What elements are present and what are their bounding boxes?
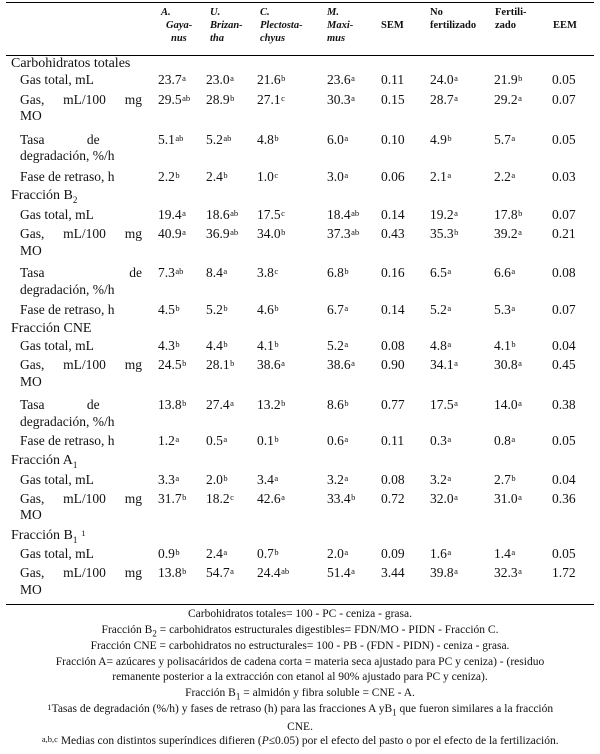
cell-sem: 0.11 [381,72,405,87]
cell-a-gayanus: 0.9$^b$ [158,546,180,561]
cell-u-brizantha: 18.2$^c$ [206,491,234,506]
footnote-fraccion-b2: Fracción $B_2$ = carbohidratos estructurales digestibles= FDN/MO - PIDN - Fracción C. [101,624,499,639]
label-gas-mo-unit: MO [20,582,42,597]
cell-no-fertilizado: 0.3$^a$ [430,433,452,448]
cell-no-fertilizado: 19.2$^a$ [430,207,458,222]
cell-a-gayanus: 24.5$^b$ [158,357,187,372]
cell-c-plectostachyus: 13.2$^b$ [257,397,286,412]
cell-eem: 1.72 [552,565,576,580]
cell-m-maximus: 3.0$^a$ [327,169,349,184]
label-gas-mo-unit: MO [20,108,42,123]
cell-m-maximus: 6.8$^b$ [327,265,349,280]
section-fraccion-cne: Fracción CNE [11,321,92,336]
cell-a-gayanus: 40.9$^a$ [158,226,186,241]
cell-c-plectostachyus: 3.4$^a$ [257,472,279,487]
cell-u-brizantha: 8.4$^a$ [206,265,228,280]
label-tasa: Tasa de [20,132,100,147]
cell-a-gayanus: 1.2$^a$ [158,433,180,448]
label-gas-total: Gas total, mL [20,72,94,87]
cell-c-plectostachyus: 24.4$^{ab}$ [257,565,290,580]
cell-m-maximus: 6.0$^a$ [327,132,349,147]
footnote-fraccion-b1: Fracción $B_1$ = almidón y fibra soluble = CNE - A. [185,687,415,702]
cell-u-brizantha: 0.5$^a$ [206,433,228,448]
header-no-fertilizado: No fertilizado [430,7,477,31]
cell-no-fertilizado: 34.1$^a$ [430,357,458,372]
cell-eem: 0.07 [552,207,576,222]
cell-fertilizado: 0.8$^a$ [494,433,516,448]
cell-sem: 0.77 [381,397,405,412]
cell-c-plectostachyus: 38.6$^a$ [257,357,285,372]
footnote-tasas: $^1$Tasas de degradación (%/h) y fases de retraso (h) para las fracciones A $yB_1$ que fueron similares a la fracción CNE. [47,702,554,734]
label-gas-mo-unit: MO [20,507,42,522]
cell-no-fertilizado: 4.9$^b$ [430,132,452,147]
cell-fertilizado: 32.3$^a$ [494,565,522,580]
cell-a-gayanus: 2.2$^b$ [158,169,180,184]
cell-sem: 0.15 [381,92,405,107]
cell-a-gayanus: 13.8$^b$ [158,565,187,580]
cell-m-maximus: 33.4$^b$ [327,491,356,506]
cell-a-gayanus: 4.3$^b$ [158,338,180,353]
cell-a-gayanus: 4.5$^b$ [158,302,180,317]
cell-sem: 0.14 [381,207,405,222]
cell-m-maximus: 23.6$^a$ [327,72,355,87]
cell-a-gayanus: 23.7$^a$ [158,72,186,87]
cell-m-maximus: 3.2$^a$ [327,472,349,487]
cell-u-brizantha: 2.4$^b$ [206,169,228,184]
cell-sem: 0.10 [381,132,405,147]
cell-fertilizado: 5.3$^a$ [494,302,516,317]
header-a-gayanus: A. Gaya- nus [161,7,193,44]
cell-no-fertilizado: 24.0$^a$ [430,72,458,87]
label-tasa-unit: degradación, %/h [20,414,115,429]
cell-c-plectostachyus: 17.5$^c$ [257,207,285,222]
cell-u-brizantha: 5.2$^{ab}$ [206,132,232,147]
cell-fertilizado: 39.2$^a$ [494,226,522,241]
label-gas-mo: Gas, mL/100 mg [20,565,142,580]
label-gas-mo: Gas, mL/100 mg [20,92,142,107]
section-fraccion-b2: Fracción $B_2$ [11,188,78,205]
cell-u-brizantha: 54.7$^a$ [206,565,234,580]
header-eem: EEM [553,20,577,31]
cell-eem: 0.04 [552,338,576,353]
cell-no-fertilizado: 35.3$^b$ [430,226,459,241]
section-fraccion-a1: Fracción $A_1$ [11,453,78,470]
cell-u-brizantha: 27.4$^a$ [206,397,234,412]
cell-fertilizado: 2.7$^b$ [494,472,516,487]
header-fertilizado: Fertili- zado [495,7,527,31]
cell-fertilizado: 29.2$^a$ [494,92,522,107]
cell-c-plectostachyus: 4.8$^b$ [257,132,279,147]
cell-fertilizado: 17.8$^b$ [494,207,523,222]
cell-fertilizado: 4.1$^b$ [494,338,516,353]
cell-c-plectostachyus: 21.6$^b$ [257,72,286,87]
label-gas-mo-unit: MO [20,374,42,389]
cell-fertilizado: 1.4$^a$ [494,546,516,561]
cell-no-fertilizado: 6.5$^a$ [430,265,452,280]
cell-no-fertilizado: 17.5$^a$ [430,397,458,412]
cell-c-plectostachyus: 27.1$^c$ [257,92,285,107]
cell-c-plectostachyus: 4.1$^b$ [257,338,279,353]
cell-no-fertilizado: 5.2$^a$ [430,302,452,317]
cell-no-fertilizado: 1.6$^a$ [430,546,452,561]
cell-no-fertilizado: 32.0$^a$ [430,491,458,506]
header-c-plectostachyus: C. Plectosta- chyus [260,7,303,44]
label-gas-mo: Gas, mL/100 mg [20,226,142,241]
cell-a-gayanus: 5.1$^{ab}$ [158,132,184,147]
cell-u-brizantha: 36.9$^{ab}$ [206,226,239,241]
cell-sem: 0.11 [381,433,405,448]
cell-a-gayanus: 13.8$^b$ [158,397,187,412]
label-tasa: Tasa de [20,265,142,280]
footnote-superindices: $^{a,b,c}$ Medias con distintos superíndices difieren (P≤0.05) por el efecto del pasto o por el efecto de la fertilización. [41,734,559,747]
cell-m-maximus: 6.7$^a$ [327,302,349,317]
cell-eem: 0.08 [552,265,576,280]
cell-no-fertilizado: 2.1$^a$ [430,169,452,184]
cell-fertilizado: 30.8$^a$ [494,357,522,372]
cell-fertilizado: 21.9$^b$ [494,72,523,87]
cell-no-fertilizado: 3.2$^a$ [430,472,452,487]
cell-eem: 0.03 [552,169,576,184]
cell-sem: 0.06 [381,169,405,184]
label-gas-mo: Gas, mL/100 mg [20,357,142,372]
cell-sem: 0.08 [381,338,405,353]
label-gas-total: Gas total, mL [20,546,94,561]
cell-eem: 0.05 [552,132,576,147]
cell-u-brizantha: 2.4$^a$ [206,546,228,561]
label-tasa-unit: degradación, %/h [20,148,115,163]
cell-c-plectostachyus: 42.6$^a$ [257,491,285,506]
cell-u-brizantha: 4.4$^b$ [206,338,228,353]
cell-no-fertilizado: 4.8$^a$ [430,338,452,353]
cell-c-plectostachyus: 1.0$^c$ [257,169,279,184]
cell-sem: 0.90 [381,357,405,372]
header-sem: SEM [381,20,404,31]
cell-a-gayanus: 7.3$^{ab}$ [158,265,184,280]
cell-a-gayanus: 29.5$^{ab}$ [158,92,191,107]
cell-eem: 0.05 [552,72,576,87]
cell-eem: 0.38 [552,397,576,412]
cell-m-maximus: 8.6$^b$ [327,397,349,412]
label-gas-total: Gas total, mL [20,472,94,487]
cell-fertilizado: 6.6$^a$ [494,265,516,280]
cell-u-brizantha: 28.1$^b$ [206,357,235,372]
cell-u-brizantha: 18.6$^{ab}$ [206,207,239,222]
cell-sem: 0.43 [381,226,405,241]
label-fase: Fase de retraso, h [20,433,115,448]
cell-eem: 0.07 [552,302,576,317]
footnote-fraccion-cne: Fracción CNE = carbohidratos no estructurales= 100 - PB - (FDN - PIDN) - ceniza - grasa. [90,640,510,652]
cell-eem: 0.04 [552,472,576,487]
cell-m-maximus: 18.4$^{ab}$ [327,207,360,222]
cell-u-brizantha: 28.9$^b$ [206,92,235,107]
cell-m-maximus: 51.4$^a$ [327,565,355,580]
cell-sem: 0.09 [381,546,405,561]
cell-u-brizantha: 23.0$^a$ [206,72,234,87]
cell-m-maximus: 0.6$^a$ [327,433,349,448]
cell-sem: 0.14 [381,302,405,317]
label-fase: Fase de retraso, h [20,169,115,184]
cell-no-fertilizado: 28.7$^a$ [430,92,458,107]
cell-c-plectostachyus: 0.1$^b$ [257,433,279,448]
label-gas-mo-unit: MO [20,243,42,258]
cell-c-plectostachyus: 34.0$^b$ [257,226,286,241]
label-tasa: Tasa de [20,397,100,412]
footnote-carbohidratos: Carbohidratos totales= 100 - PC - ceniza - grasa. [188,608,412,620]
cell-eem: 0.05 [552,433,576,448]
label-gas-mo: Gas, mL/100 mg [20,491,142,506]
footnote-fraccion-a: Fracción A= azúcares y polisacáridos de cadena corta = materia seca ajustado para PC y ceniza) - (residuo remanente posterior a la extracción con etanol al 90% ajustado para PC y ceniza). [55,656,545,683]
cell-u-brizantha: 2.0$^b$ [206,472,228,487]
cell-no-fertilizado: 39.8$^a$ [430,565,458,580]
cell-eem: 0.36 [552,491,576,506]
section-carbohidratos-totales: Carbohidratos totales [11,56,131,71]
cell-a-gayanus: 31.7$^b$ [158,491,187,506]
cell-fertilizado: 14.0$^a$ [494,397,522,412]
cell-fertilizado: 2.2$^a$ [494,169,516,184]
header-m-maximus: M. Maxi- mus [327,7,354,44]
cell-sem: 0.08 [381,472,405,487]
cell-a-gayanus: 19.4$^a$ [158,207,186,222]
cell-eem: 0.45 [552,357,576,372]
cell-m-maximus: 5.2$^a$ [327,338,349,353]
cell-fertilizado: 5.7$^a$ [494,132,516,147]
cell-eem: 0.05 [552,546,576,561]
cell-c-plectostachyus: 4.6$^b$ [257,302,279,317]
cell-m-maximus: 2.0$^a$ [327,546,349,561]
bottom-rule [6,604,594,605]
cell-c-plectostachyus: 3.8$^c$ [257,265,279,280]
cell-fertilizado: 31.0$^a$ [494,491,522,506]
cell-m-maximus: 30.3$^a$ [327,92,355,107]
label-fase: Fase de retraso, h [20,302,115,317]
cell-m-maximus: 37.3$^{ab}$ [327,226,360,241]
label-gas-total: Gas total, mL [20,338,94,353]
section-fraccion-b1: Fracción $B_1^1$ [11,528,86,545]
cell-u-brizantha: 5.2$^b$ [206,302,228,317]
cell-c-plectostachyus: 0.7$^b$ [257,546,279,561]
label-tasa-unit: degradación, %/h [20,282,115,297]
cell-sem: 0.72 [381,491,405,506]
cell-eem: 0.07 [552,92,576,107]
cell-m-maximus: 38.6$^a$ [327,357,355,372]
cell-eem: 0.21 [552,226,576,241]
cell-a-gayanus: 3.3$^a$ [158,472,180,487]
label-gas-total: Gas total, mL [20,207,94,222]
cell-sem: 0.16 [381,265,405,280]
top-rule [6,2,594,3]
cell-sem: 3.44 [381,565,405,580]
header-u-brizantha: U. Brizan- tha [210,7,243,44]
